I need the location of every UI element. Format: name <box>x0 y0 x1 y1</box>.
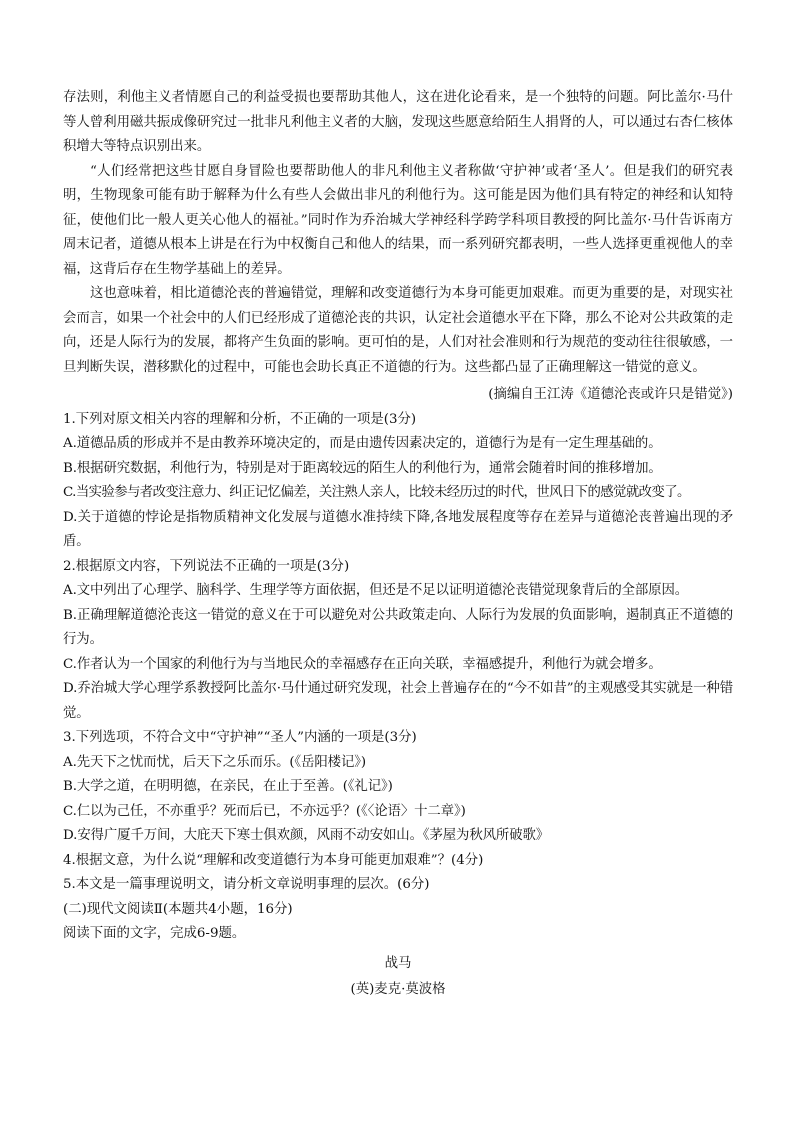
section-heading: (二)现代文阅读Ⅱ(本题共4小题，16分) <box>63 901 293 917</box>
question-3-option-b: B.大学之道，在明明德，在亲民，在止于至善。(《礼记》) <box>63 779 393 794</box>
question-1-option-b: B.根据研究数据，利他行为，特别是对于距离较远的陌生人的利他行为，通常会随着时间的推移增加。 <box>63 460 662 476</box>
question-3 <box>63 726 733 849</box>
question-3-option-d: D.安得广厦千万间，大庇天下寒士俱欢颜，风雨不动安如山。《茅屋为秋风所破歌》 <box>63 828 550 843</box>
passage-source: (摘编自王江涛《道德沦丧或许只是错觉》) <box>488 387 733 402</box>
passage-paragraph-2: “人们经常把这些甘愿自身冒险也要帮助他人的非凡利他主义者称做‘守护神’或者‘圣人’。但是我们的研究表明，生物现象可能有助于解释为什么有些人会做出非凡的利他行为。这可能是因为他们具有特定的神经和认知特征，使他们比一般人更关心他人的福祉。”同时作为乔治城大学神经科学跨学科项目教授的阿比盖尔·马什告诉南方周末记者，道德从根本上讲是在行为中权衡自己和他人的结果，而一系列研究都表明，一些人选择更重视他人的幸福，这背后存在生物学基础上的差异。 <box>63 163 733 277</box>
question-1-option-c: C.当实验参与者改变注意力、纠正记忆偏差，关注熟人亲人，比较未经历过的时代，世风日下的感觉就改变了。 <box>63 485 690 500</box>
question-2-stem: 2.根据原文内容，下列说法不正确的一项是(3分) <box>63 558 350 574</box>
question-2-option-d: D.乔治城大学心理学系教授阿比盖尔·马什通过研究发现，社会上普遍存在的“今不如昔”的主观感受其实就是一种错觉。 <box>63 681 733 721</box>
question-1-option-d: D.关于道德的悖论是指物质精神文化发展与道德水准持续下降,各地发展程度等存在差异与道德沦丧普遍出现的矛盾。 <box>63 509 733 549</box>
passage-paragraph-3: 这也意味着，相比道德沦丧的普遍错觉，理解和改变道德行为本身可能更加艰难。而更为重要的是，对现实社会而言，如果一个社会中的人们已经形成了道德沦丧的共识，认定社会道德水平在下降，那么不论对公共政策的走向，还是人际行为的发展，都将产生负面的影响。更可怕的是，人们对社会准则和行为规范的变动往往很敏感，一旦判断失误，潜移默化的过程中，可能也会助长真正不道德的行为。这些都凸显了正确理解这一错觉的意义。 <box>63 286 733 375</box>
question-2-option-c: C.作者认为一个国家的利他行为与当地民众的幸福感存在正向关联，幸福感提升，利他行为就会增多。 <box>63 656 662 672</box>
question-2 <box>63 555 733 727</box>
passage-paragraph-1: 存法则，利他主义者情愿自己的利益受损也要帮助其他人，这在进化论看来，是一个独特的问题。阿比盖尔·马什等人曾利用磁共振成像研究过一批非凡利他主义者的大脑，发现这些愿意给陌生人捐肾的人，可以通过右杏仁核体积增大等特点识别出来。 <box>63 90 733 154</box>
question-2-option-b: B.正确理解道德沦丧这一错觉的意义在于可以避免对公共政策走向、人际行为发展的负面影响，遏制真正不道德的行为。 <box>63 607 733 647</box>
question-3-stem: 3.下列选项，不符合文中“守护神”“圣人”内涵的一项是(3分) <box>63 730 417 745</box>
reading-instruction: 阅读下面的文字，完成6-9题。 <box>63 926 246 941</box>
question-3-option-c: C.仁以为己任，不亦重乎？死而后已，不亦远乎？(《〈论语〉十二章》) <box>63 803 466 819</box>
question-1 <box>63 408 733 555</box>
question-4: 4.根据文意，为什么说“理解和改变道德行为本身可能更加艰难”？(4分) <box>63 852 484 868</box>
story-title: 战马 <box>384 955 412 971</box>
question-5: 5.本文是一篇事理说明文，请分析文章说明事理的层次。(6分) <box>63 877 430 892</box>
question-1-stem: 1.下列对原文相关内容的理解和分析，不正确的一项是(3分) <box>63 411 417 427</box>
question-1-option-a: A.道德品质的形成并不是由教养环境决定的，而是由遗传因素决定的，道德行为是有一定生理基础的。 <box>63 436 662 451</box>
question-2-option-a: A.文中列出了心理学、脑科学、生理学等方面依据，但还是不足以证明道德沦丧错觉现象背后的全部原因。 <box>63 583 689 598</box>
story-author: (英)麦克·莫波格 <box>350 981 446 997</box>
exam-page <box>63 86 733 1003</box>
story-header <box>63 951 733 1003</box>
question-3-option-a: A.先天下之忧而忧，后天下之乐而乐。(《岳阳楼记》) <box>63 754 366 770</box>
